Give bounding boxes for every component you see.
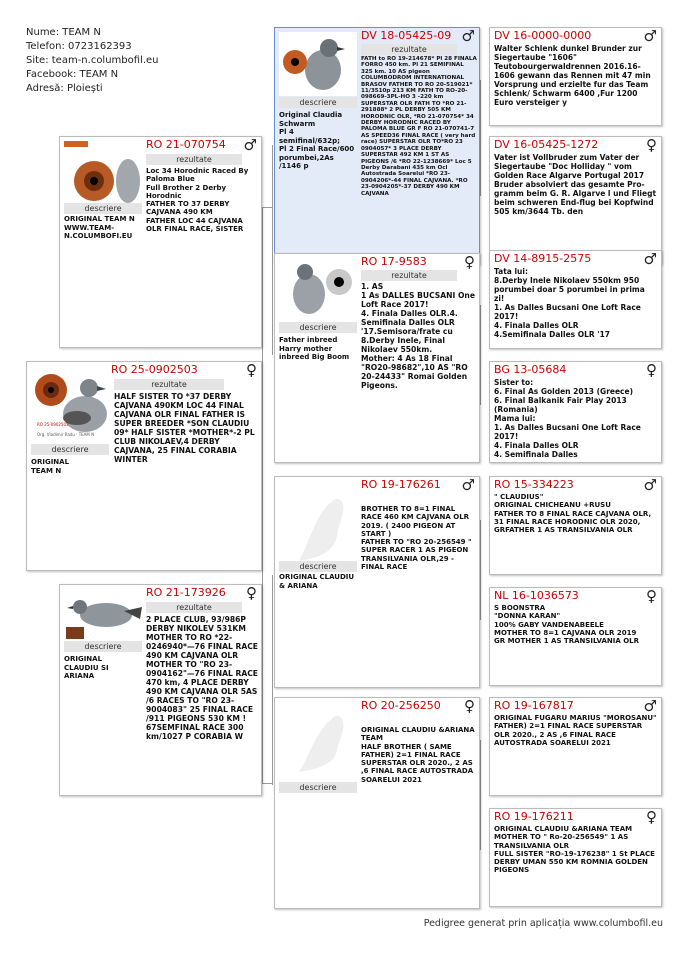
ring-number: RO 17-9583 [361, 255, 427, 268]
pigeon-card-root[interactable] [26, 361, 262, 571]
svg-text:RO 25-0902503: RO 25-0902503 [37, 422, 69, 427]
female-icon: ♀ [464, 697, 475, 715]
owner-site: Site: team-n.columbofil.eu [26, 55, 159, 66]
description-label: descriere [279, 322, 357, 333]
pigeon-card-mmm[interactable] [489, 808, 662, 907]
female-icon: ♀ [246, 361, 257, 379]
description-text: ORIGINAL CLAUDIU SI ARIANA [64, 655, 109, 680]
results-text: S BOONSTRA "DONNA KARAN" 100% GABY VANDENABEELE MOTHER TO 8=1 CAJVANA OLR 2019 GR MOTHER 1 AS TRANSILVANIA OLR [494, 604, 639, 646]
pigeon-card-fm[interactable] [274, 253, 480, 463]
pigeon-photo [64, 589, 142, 641]
results-label: rezultate [146, 154, 242, 165]
female-icon: ♀ [646, 136, 657, 154]
results-text: Vater ist Vollbruder zum Vater der Siegertaube "Doc Holliday " vom Golden Race Algarve Portugal 2017 Bruder absolviert das gesamte Pro-gramm beim G. R. Algarve l und Fliegt beim schweren End-flug bei Kopfwind 505 km/3644 Tb. den [494, 153, 657, 216]
results-text: 2 PLACE CLUB, 93/986P DERBY NIKOLEV 531KM MOTHER TO RO *22-0246940*—76 FINAL RACE 490 KM CAJVANA OLR MOTHER TO "RO 23-0904162"—76 FINAL RACE 470 km, 4 PLACE DERBY 490 KM CAJVANA OLR 5AS /6 RACES TO "RO 23-9004083" 25 FINAL RACE /911 PIGEONS 530 KM ! 67SEMFINAL RACE 300 km/1027 P CORABIA W [146, 615, 258, 741]
male-icon: ♂ [643, 697, 657, 715]
pigeon-card-fff[interactable] [489, 27, 662, 126]
owner-facebook: Facebook: TEAM N [26, 69, 119, 80]
results-text: ORIGINAL FUGARU MARIUS "MOROSANU" FATHER) 2=1 FINAL RACE SUPERSTAR OLR 2020., 2 AS ,6 FINAL RACE AUTOSTRADA SOARELUI 2021 [494, 714, 657, 747]
results-text: 1. AS 1 As DALLES BUCSANI One Loft Race 2017! 4. Finala Dalles OLR.4. Semifinala Dalles OLR '17.Semisora/frate cu 8.Derby Inele, Final Nikolaev 550km. Mother: 4 As 18 Final "RO20-98682",10 AS "RO 20-24433" Romai Golden Pigeons. [361, 282, 475, 390]
owner-phone: Telefon: 0723162393 [26, 41, 132, 52]
pigeon-photo [31, 366, 109, 442]
ring-number: RO 21-173926 [146, 586, 226, 599]
male-icon: ♂ [243, 136, 257, 154]
ring-number: NL 16-1036573 [494, 589, 579, 602]
results-text: Walter Schlenk dunkel Brunder zur Siegertaube "1606" Teutobourgerwaldrennen 2016.16-1606 gewann das Rennen mit 47 min Vorsprung und erzielte fur das Team Schlenk/ Schwarm 6400 ,Fur 1200 Euro versteiger y [494, 44, 651, 107]
results-text: Loc 34 Horodnic Raced By Paloma Blue Full Brother 2 Derby Horodnic FATHER TO 37 DERBY CAJVANA 490 KM FATHER LOC 44 CAJVANA OLR FINAL RACE, SISTER [146, 167, 249, 234]
description-label: descriere [64, 641, 142, 652]
results-text: Tata lui: 8.Derby Inele Nikolaev 550km 950 porumbei doar 5 porumbei in prima zi! 1. As Dalles Bucsani One Loft Race 2017! 4. Finala Dalles OLR 4.Semifinala Dalles OLR '17 [494, 267, 645, 339]
pigeon-card-mmf[interactable] [489, 697, 662, 796]
description-text: ORIGINAL CLAUDIU & ARIANA [279, 573, 355, 590]
ring-number: RO 21-070754 [146, 138, 226, 151]
ring-number: RO 19-167817 [494, 699, 574, 712]
pigeon-placeholder [279, 704, 357, 776]
ring-number: RO 25-0902503 [111, 363, 198, 376]
footer-credit: Pedigree generat prin aplicația www.columbofil.eu [423, 918, 663, 929]
pigeon-card-mff[interactable] [489, 476, 662, 575]
svg-text:Org. Vladimir Radu · TEAM N: Org. Vladimir Radu · TEAM N [37, 432, 95, 437]
ring-number: DV 16-0000-0000 [494, 29, 592, 42]
results-text: Sister to: 6. Final As Golden 2013 (Greece) 6. Final Balkanik Fair Play 2013 (Romania) Mama lui: 1. As Dalles Bucsani One Loft Race 2017! 4. Finala Dalles OLR 4. Semifinala Dalles [494, 378, 641, 459]
female-icon: ♀ [646, 361, 657, 379]
ring-number: RO 19-176211 [494, 810, 574, 823]
owner-name: Nume: TEAM N [26, 27, 101, 38]
female-icon: ♀ [646, 808, 657, 826]
ring-number: DV 18-05425-09 [361, 29, 452, 42]
description-label: descriere [64, 203, 142, 214]
pigeon-card-mfm[interactable] [489, 587, 662, 686]
results-label: rezultate [146, 602, 242, 613]
results-text: ORIGINAL CLAUDIU &ARIANA TEAM MOTHER TO " Ro-20-256549" 1 AS TRANSILVANIA OLR FULL SISTER "RO-19-176238" 1 St PLACE DERBY UMAN 550 KM ROMNIA GOLDEN PIGEONS [494, 825, 655, 875]
pigeon-card-fmf[interactable] [489, 250, 662, 349]
owner-info [26, 26, 159, 96]
ring-number: DV 16-05425-1272 [494, 138, 599, 151]
description-label: descriere [279, 782, 357, 793]
pigeon-card-ff[interactable] [274, 27, 480, 265]
owner-address: Adresă: Ploiești [26, 83, 103, 94]
description-text: ORIGINAL TEAM N [31, 458, 70, 475]
pigeon-card-mf[interactable] [274, 476, 480, 688]
pigeon-photo [279, 32, 357, 96]
ring-number: DV 14-8915-2575 [494, 252, 592, 265]
ring-number: RO 15-334223 [494, 478, 574, 491]
pigeon-card-ffm[interactable] [489, 136, 662, 265]
pigeon-photo [279, 258, 357, 322]
female-icon: ♀ [646, 587, 657, 605]
results-text: " CLAUDIUS" ORIGINAL CHICHEANU +RUSU FATHER TO 8 FINAL RACE CAJVANA OLR, 31 FINAL RACE HORODNIC OLR 2020, GRFATHER 1 AS TRANSILVANIA OLR [494, 493, 652, 535]
description-label: descriere [279, 561, 357, 572]
results-text: BROTHER TO 8=1 FINAL RACE 460 KM CAJVANA OLR 2019. ( 2400 PIGEON AT START ) FATHER TO "RO 20-256549 " SUPER RACER 1 AS PIGEON TRANSILVANIA OLR,29 - FINAL RACE [361, 505, 472, 572]
ring-number: RO 19-176261 [361, 478, 441, 491]
female-icon: ♀ [464, 253, 475, 271]
description-text: ORIGINAL TEAM N WWW.TEAM-N.COLUMBOFI.EU [64, 215, 135, 240]
description-text: Original Claudia Schwarm Pl 4 semifinal/632p; Pl 2 Final Race/600 porumbei,2As /1146 p [279, 111, 355, 170]
description-label: descriere [31, 444, 109, 455]
male-icon: ♂ [643, 250, 657, 268]
female-icon: ♀ [246, 584, 257, 602]
pigeon-card-father[interactable] [59, 136, 262, 348]
male-icon: ♂ [461, 27, 475, 45]
male-icon: ♂ [461, 476, 475, 494]
results-label: rezultate [114, 379, 224, 390]
pigeon-card-fmm[interactable] [489, 361, 662, 463]
description-text: Father inbreed Harry mother inbreed Big Boom [279, 336, 350, 361]
male-icon: ♂ [643, 27, 657, 45]
description-label: descriere [279, 97, 357, 108]
pigeon-card-mm[interactable] [274, 697, 480, 909]
results-text: FATH to RO 19-214678* Pl 28 FINALA FORRO 450 km. Pl 21 SEMIFINAL 325 km. 10 AS pigeon COLUMBODROM INTERNATIONAL BRASOV FATHER TO RO 20-519021* 11/3510p 213 KM FATH TO RO-20-098669-3PL-HO 3 -220 km SUPERSTAR OLR FATH TO *RO 21-291888* 2 PL DERBY 505 KM HORODNIC OLR, *RO 21-070754* 34 DERBY HORODNIC RACED BY PALOMA BLUE GR F RO 21-070741-7 AS SPEED36 FINAL RACE ( very hard race) SUPERSTAR OLR TO*RO 23 0904057* 3 PLACE DERBY SUPERSTAR 492 KM 1 ST AS PIGEONS /6 *RO 22-1238669* Loc 5 Derby Darabani 435 km Ocl Autostrada Soarelui *RO 23-0904206*-44 FINAL CAJVANA. *RO 23-0904205*-37 DERBY 490 KM CAJVANA [361, 56, 477, 197]
pigeon-card-mother[interactable] [59, 584, 262, 796]
results-text: HALF SISTER TO *37 DERBY CAJVANA 490KM LOC 44 FINAL CAJVANA OLR FINAL FATHER IS SUPER BREEDER *SON CLAUDIU 09* HALF SISTER *MOTHER*-2 PL CLUB NIKOLAEV,4 DERBY CAJVANA, 25 FINAL CORABIA WINTER [114, 392, 255, 464]
results-text: ORIGINAL CLAUDIU &ARIANA TEAM HALF BROTHER ( SAME FATHER) 2=1 FINAL RACE SUPERSTAR OLR 2020., 2 AS ,6 FINAL RACE AUTOSTRADA SOARELUI 2021 [361, 726, 475, 784]
male-icon: ♂ [643, 476, 657, 494]
pigeon-placeholder [279, 483, 357, 567]
ring-number: BG 13-05684 [494, 363, 567, 376]
results-label: rezultate [361, 270, 457, 281]
results-label: rezultate [361, 44, 457, 55]
ring-number: RO 20-256250 [361, 699, 441, 712]
